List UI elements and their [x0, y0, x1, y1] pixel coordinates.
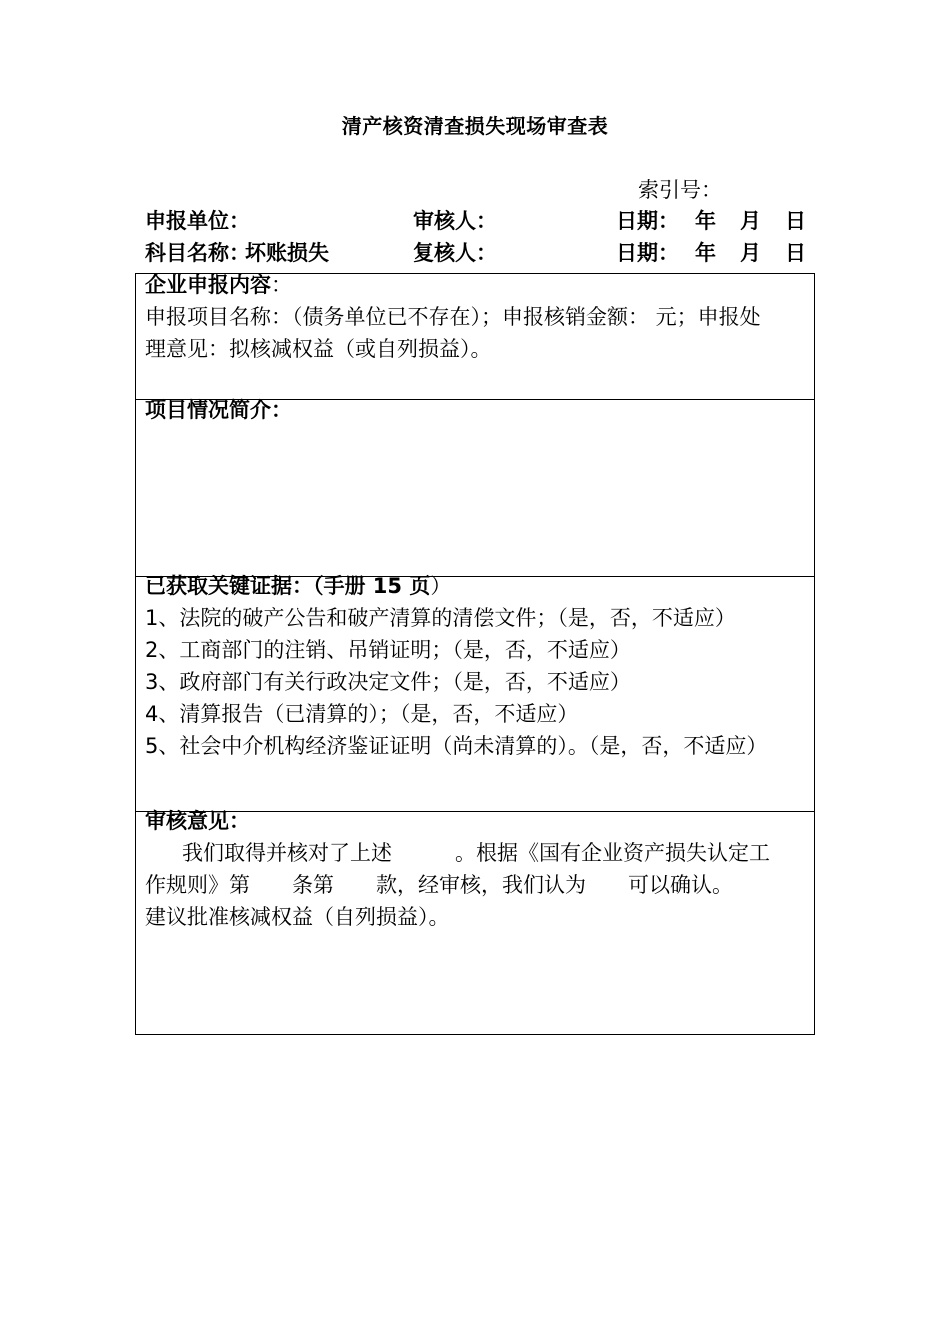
declaration-section: [136, 274, 814, 400]
date-label: 日期：: [616, 209, 679, 233]
date-day: 日: [785, 209, 806, 233]
opinion-line-3: 建议批准核减权益（自列损益）。: [145, 905, 450, 929]
declaration-line-2: 理意见：拟核减权益（或自列损益）。: [145, 337, 492, 361]
declaration-heading: 企业申报内容: [145, 273, 271, 297]
evidence-item: 5、社会中介机构经济鉴证证明（尚未清算的）。（是，否，不适应）: [145, 734, 768, 758]
evidence-heading-tail: ）: [430, 574, 452, 598]
date-year-2: 年: [695, 241, 716, 265]
subject-name-value: 坏账损失: [245, 241, 329, 265]
declaration-heading-colon: ：: [271, 273, 292, 297]
date-label-2: 日期：: [616, 241, 679, 265]
date-month-2: 月: [740, 241, 761, 265]
opinion-heading: 审核意见：: [145, 809, 250, 833]
rechecker-label: 复核人：: [413, 241, 497, 265]
subject-name-label: 科目名称：: [145, 241, 250, 265]
evidence-item: 2、工商部门的注销、吊销证明；（是，否，不适应）: [145, 638, 631, 662]
opinion-line-2: 作规则》第 条第 款，经审核，我们认为 可以确认。: [145, 873, 733, 897]
reporting-unit-label: 申报单位：: [145, 209, 250, 233]
evidence-item: 1、法院的破产公告和破产清算的清偿文件；（是，否，不适应）: [145, 606, 736, 630]
evidence-item: 3、政府部门有关行政决定文件；（是，否，不适应）: [145, 670, 631, 694]
index-number-label: 索引号：: [638, 178, 722, 202]
overview-heading: 项目情况简介：: [145, 398, 292, 422]
reviewer-label: 审核人：: [413, 209, 497, 233]
opinion-line-1: 我们取得并核对了上述 。根据《国有企业资产损失认定工: [182, 841, 770, 865]
evidence-heading: 已获取关键证据：（手册 15 页: [145, 574, 431, 598]
evidence-section: [136, 574, 814, 812]
declaration-line-1: 申报项目名称：（债务单位已不存在）；申报核销金额： 元；申报处: [145, 305, 761, 329]
evidence-item: 4、清算报告（已清算的）；（是，否，不适应）: [145, 702, 579, 726]
opinion-section: [136, 809, 814, 1034]
overview-section: [136, 400, 814, 577]
date-day-2: 日: [785, 241, 806, 265]
date-year: 年: [695, 209, 716, 233]
date-month: 月: [740, 209, 761, 233]
review-table: [135, 273, 815, 1035]
form-title: 清产核资清查损失现场审查表: [341, 114, 609, 138]
